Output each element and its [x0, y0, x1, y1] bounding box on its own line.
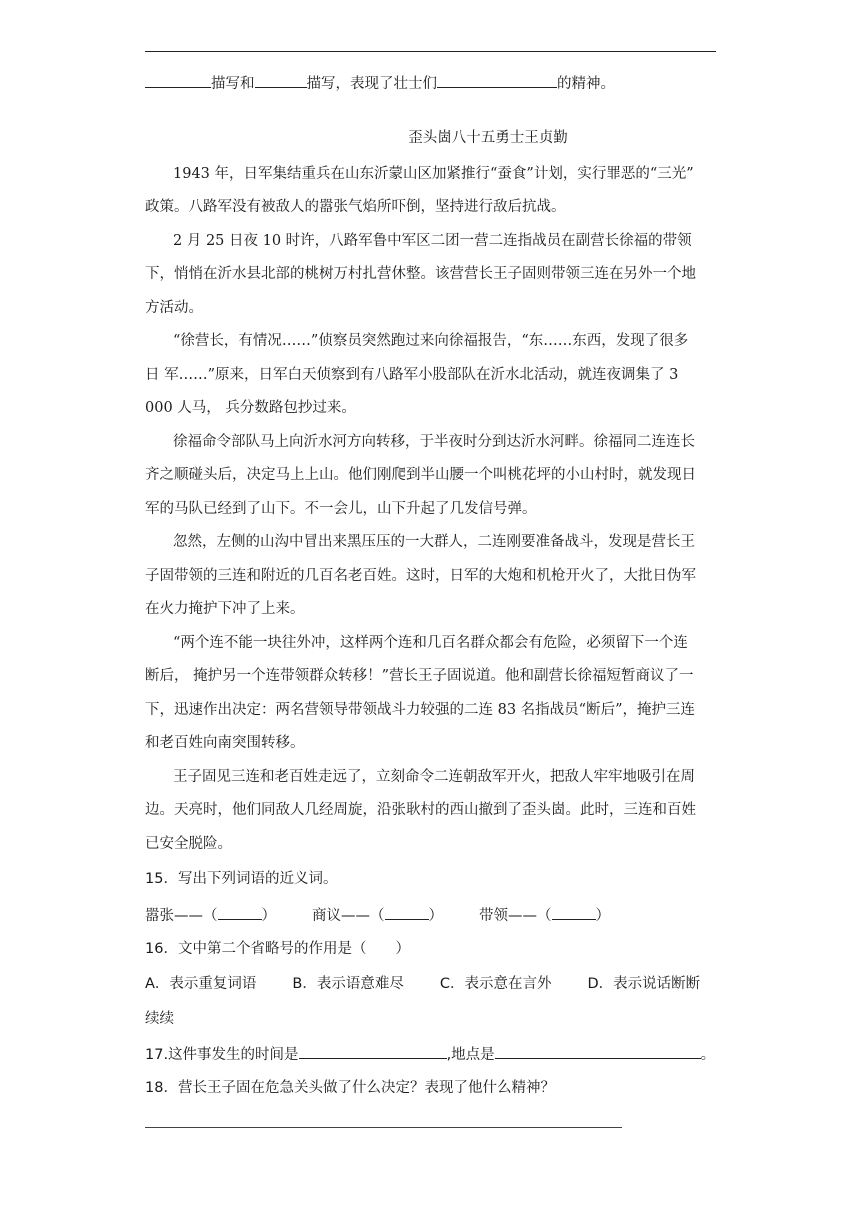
question-18-stem: 18．营长王子固在危急关头做了什么决定？表现了他什么精神？ [145, 1080, 555, 1096]
question-16-option-d-cont: 续续 [145, 1011, 174, 1027]
paragraph-line: “两个连不能一块往外冲，这样两个连和几百名群众都会有危险，必须留下一个连 [173, 635, 688, 651]
paragraph-line: 和老百姓向南突围转移。 [145, 735, 305, 751]
paragraph-line: 王子固见三连和老百姓走远了，立刻命令二连朝敌军开火，把敌人牢牢地吸引在周 [173, 769, 695, 785]
paragraph-line: “徐营长，有情况……”侦察员突然跑过来向徐福报告，“东……东西，发现了很多 [173, 333, 689, 349]
option-c[interactable]: C．表示意在言外 [439, 976, 552, 992]
option-b[interactable]: B．表示语意难尽 [292, 976, 404, 992]
question-15-words: 嚣张——（ ） 商议——（ ） 带领——（ ） [145, 904, 610, 926]
question-15-stem: 15．写出下列词语的近义词。 [145, 871, 338, 887]
option-a[interactable]: A．表示重复词语 [145, 976, 257, 992]
paragraph-line: 下，迅速作出决定：两名营领导带领战斗力较强的二连 83 名指战员“断后”，掩护三连 [145, 702, 695, 718]
answer-blank[interactable] [145, 72, 211, 88]
option-d[interactable]: D．表示说话断断 [587, 976, 701, 992]
paragraph-line: 方活动。 [145, 300, 203, 316]
article-title: 歪头崮八十五勇士王贞勤 [408, 130, 568, 146]
question-17: 17.这件事发生的时间是 ,地点是 。 [145, 1043, 715, 1065]
paragraph-line: 军的马队已经到了山下。不一会儿，山下升起了几发信号弹。 [145, 501, 537, 517]
paragraph-line: 000 人马， 兵分数路包抄过来。 [145, 400, 356, 416]
paragraph-line: 日 军……”原来，日军白天侦察到有八路军小股部队在沂水北活动，就连夜调集了 3 [145, 367, 679, 383]
paragraph-line: 齐之顺碰头后，决定马上上山。他们刚爬到半山腰一个叫桃花坪的小山村时，就发现日 [145, 467, 696, 483]
paragraph-line: 子固带领的三连和附近的几百名老百姓。这时，日军的大炮和机枪开火了，大批日伪军 [145, 568, 696, 584]
synonym-blank[interactable] [218, 904, 262, 920]
paragraph-line: 断后， 掩护另一个连带领群众转移！”营长王子固说道。他和副营长徐福短暂商议了一 [145, 668, 694, 684]
answer-blank[interactable] [437, 72, 557, 88]
paragraph-line: 2 月 25 日夜 10 时许，八路军鲁中军区二团一营二连指战员在副营长徐福的带领 [173, 233, 692, 249]
paragraph-line: 政策。八路军没有被敌人的嚣张气焰所吓倒，坚持进行敌后抗战。 [145, 199, 566, 215]
time-blank[interactable] [299, 1043, 447, 1059]
paragraph-line: 边。天亮时，他们同敌人几经周旋，沿张耿村的西山撤到了歪头崮。此时，三连和百姓 [145, 802, 696, 818]
question-16-options [145, 974, 700, 994]
paragraph-line: 下，悄悄在沂水县北部的桃树万村扎营休整。该营营长王子固则带领三连在另外一个地 [145, 266, 696, 282]
paragraph-line: 在火力掩护下冲了上来。 [145, 601, 305, 617]
synonym-blank[interactable] [552, 904, 596, 920]
answer-blank[interactable] [255, 72, 307, 88]
paragraph-line: 已安全脱险。 [145, 836, 232, 852]
paragraph-line: 徐福命令部队马上向沂水河方向转移，于半夜时分到达沂水河畔。徐福同二连连长 [173, 434, 695, 450]
question-16-stem: 16．文中第二个省略号的作用是（ ） [145, 941, 410, 957]
answer-line[interactable] [145, 1127, 622, 1128]
paragraph-line: 忽然，左侧的山沟中冒出来黑压压的一大群人，二连刚要准备战斗，发现是营长王 [173, 534, 695, 550]
synonym-blank[interactable] [385, 904, 429, 920]
top-divider [145, 51, 716, 52]
question-line-top: 描写和 描写，表现了壮士们 的精神。 [145, 72, 615, 94]
place-blank[interactable] [495, 1043, 701, 1059]
paragraph-line: 1943 年，日军集结重兵在山东沂蒙山区加紧推行“蚕食”计划，实行罪恶的“三光” [173, 166, 694, 182]
